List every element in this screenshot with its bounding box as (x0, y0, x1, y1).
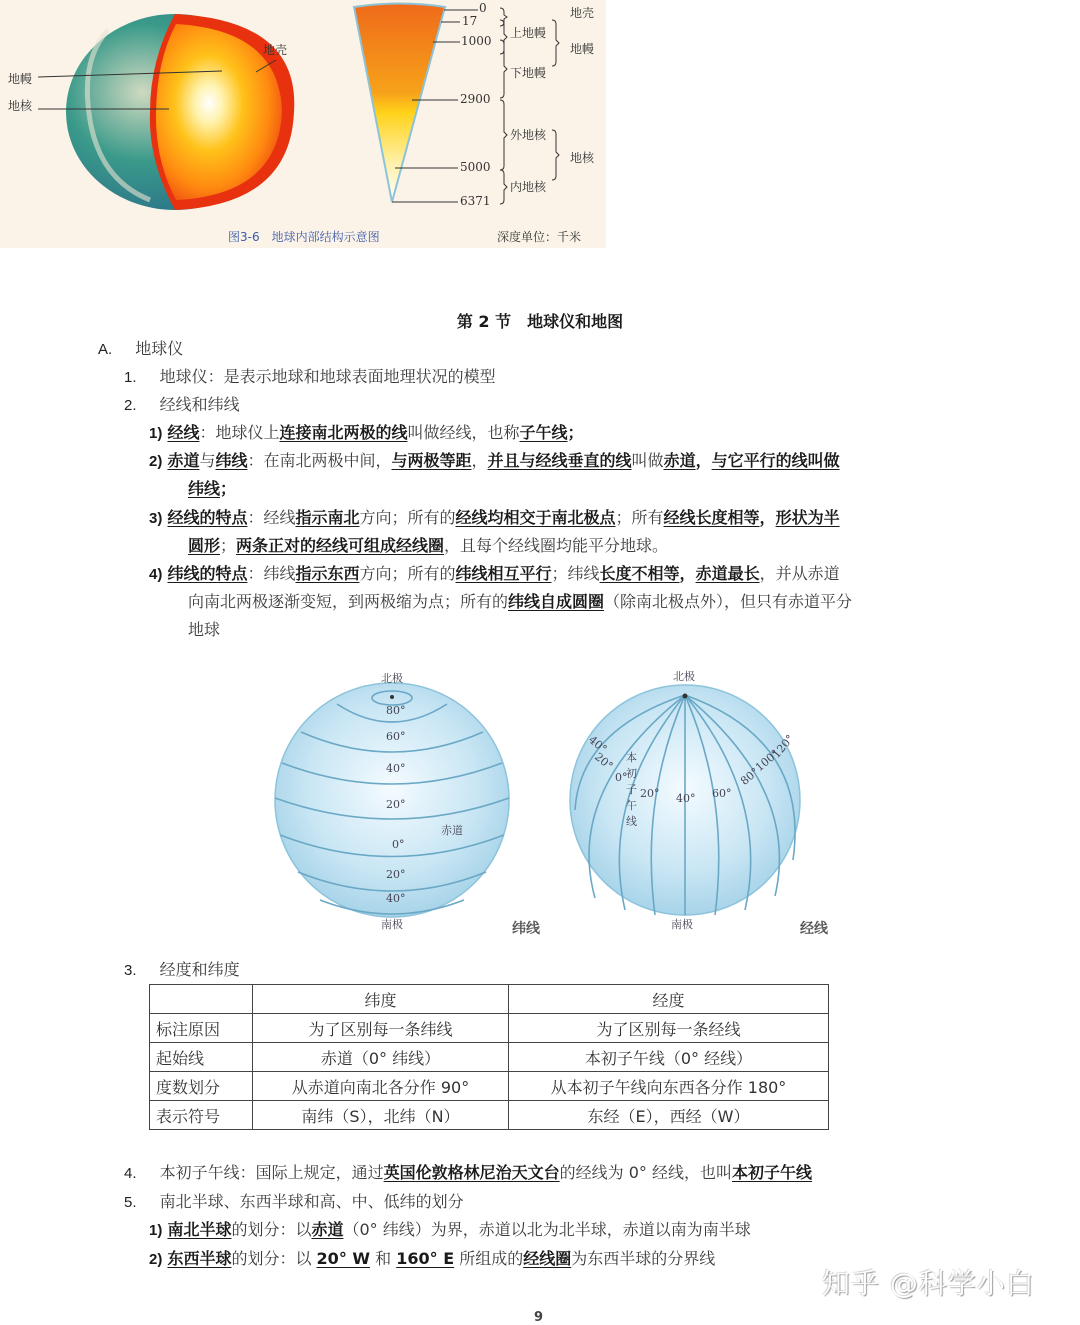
table-cell: 从本初子午线向东西各分作 180° (509, 1072, 829, 1101)
item-5-1 (149, 1220, 751, 1241)
item-2-num: 2. (124, 397, 137, 414)
num: 1) (149, 425, 163, 442)
num: 2) (149, 453, 163, 470)
text: （除南北极点外），但只有赤道平分 (604, 592, 853, 611)
layer-core: 地核 (570, 151, 595, 165)
lon-south-pole: 南极 (671, 918, 693, 931)
item-4-num: 4. (124, 1165, 137, 1182)
term: 纬线 (215, 451, 248, 470)
key-phrase: 纬线相互平行 (455, 564, 552, 583)
text: ； (220, 479, 237, 498)
term: 经线的特点 (167, 508, 248, 527)
lat-tick: 0° (392, 838, 405, 851)
num: 1) (149, 1222, 163, 1239)
table-row (150, 1101, 829, 1130)
key-phrase: 长度不相等 (599, 564, 680, 583)
item-2-3 (149, 508, 840, 529)
item-1-num: 1. (124, 369, 137, 386)
key-phrase: 赤道最长 (695, 564, 760, 583)
text: ；所有 (615, 508, 664, 527)
table-cell: 南纬（S），北纬（N） (253, 1101, 509, 1130)
depth-wedge (354, 4, 445, 203)
lat-tick: 80° (386, 704, 406, 717)
text: 方向；所有的 (359, 508, 456, 527)
lon-tick: 40° (676, 792, 696, 805)
table-cell: 东经（E），西经（W） (509, 1101, 829, 1130)
key-phrase: 形状为半 (775, 508, 840, 527)
layer-crust: 地壳 (570, 6, 595, 20)
table-cell: 起始线 (150, 1043, 253, 1072)
item-5 (124, 1192, 464, 1213)
lat-tick: 40° (386, 762, 406, 775)
lat-south-pole: 南极 (381, 918, 403, 931)
lon-tick: 20° (640, 787, 660, 800)
label-crust: 地壳 (263, 43, 288, 57)
lon-tick: 80° (738, 765, 762, 788)
section-a (98, 339, 183, 360)
page-number: 9 (534, 1310, 544, 1325)
text: ：在南北两极中间， (247, 451, 392, 470)
lat-tick: 40° (386, 892, 406, 905)
text: 的经线为 0° 经线，也叫 (559, 1163, 732, 1182)
lon-north-pole: 北极 (673, 670, 695, 683)
text: ， (759, 508, 776, 527)
term: 赤道 (167, 451, 200, 470)
text: 的划分：以 (231, 1220, 312, 1239)
text: （0° 纬线）为界，赤道以北为北半球，赤道以南为南半球 (343, 1220, 751, 1239)
depth-17: 17 (462, 14, 478, 28)
key-phrase: 指示南北 (295, 508, 360, 527)
item-1 (124, 367, 496, 388)
term: 经线 (167, 423, 200, 442)
table-header-cell (150, 985, 253, 1014)
text: 地球 (188, 620, 221, 639)
text: 与 (199, 451, 216, 470)
text: 为东西半球的分界线 (571, 1249, 716, 1268)
term: 子午线 (519, 423, 568, 442)
lon-tick: 120° (769, 732, 797, 761)
key-phrase: 与它平行的线叫做 (711, 451, 840, 470)
item-2-4-cont (188, 592, 852, 612)
table-row (150, 1014, 829, 1043)
item-5-title: 南北半球、东西半球和高、中、低纬的划分 (159, 1192, 464, 1211)
key-phrase: 两条正对的经线可组成经线圈 (236, 536, 445, 555)
item-5-2 (149, 1249, 715, 1270)
layer-lower-mantle: 下地幔 (510, 66, 547, 80)
key-phrase: 160° E (396, 1249, 455, 1268)
text: 叫做经线，也称 (407, 423, 520, 442)
lat-tick: 20° (386, 798, 406, 811)
text: ：地球仪上 (199, 423, 280, 442)
item-2-2-cont (188, 479, 236, 499)
latitude-caption: 纬线 (512, 921, 540, 937)
table-cell: 标注原因 (150, 1014, 253, 1043)
table-cell: 本初子午线（0° 经线） (509, 1043, 829, 1072)
item-2-2 (149, 451, 840, 472)
text: 本初子午线：国际上规定，通过 (159, 1163, 384, 1182)
table-row (150, 1043, 829, 1072)
watermark: 知乎 @科学小白 (822, 1267, 1035, 1300)
text: 方向；所有的 (359, 564, 456, 583)
depth-6371: 6371 (460, 194, 491, 208)
item-3-title: 经度和纬度 (159, 960, 240, 979)
layer-inner-core: 内地核 (510, 180, 547, 194)
term: 经线圈 (523, 1249, 572, 1268)
layer-outer-core: 外地核 (510, 128, 547, 142)
lon-tick: 20° (592, 750, 616, 773)
item-2-4 (149, 564, 840, 585)
term: 南北半球 (167, 1220, 232, 1239)
unit-note: 深度单位：千米 (497, 230, 582, 244)
term: 纬线 (188, 479, 221, 498)
section-a-marker: A. (98, 341, 113, 358)
text: ； (220, 536, 237, 555)
text: ， (695, 451, 712, 470)
item-5-num: 5. (124, 1194, 137, 1211)
depth-0: 0 (479, 1, 487, 15)
item-3 (124, 960, 240, 981)
lat-north-pole: 北极 (381, 672, 403, 685)
key-phrase: 并且与经线垂直的线 (487, 451, 632, 470)
table-cell: 表示符号 (150, 1101, 253, 1130)
term: 纬线的特点 (167, 564, 248, 583)
longitude-caption: 经线 (800, 921, 828, 937)
term: 赤道 (663, 451, 696, 470)
item-3-num: 3. (124, 962, 137, 979)
depth-5000: 5000 (460, 160, 491, 174)
table-header-cell: 经度 (509, 985, 829, 1014)
depth-1000: 1000 (461, 34, 492, 48)
lon-tick: 60° (712, 787, 732, 800)
text: ，且每个经线圈均能平分地球。 (444, 536, 669, 555)
text: ：经线 (247, 508, 296, 527)
earth-globe (66, 14, 294, 210)
depth-2900: 2900 (460, 92, 491, 106)
key-phrase: 20° W (316, 1249, 371, 1268)
table-header-cell: 纬度 (253, 985, 509, 1014)
item-2-1 (149, 423, 584, 444)
table-cell: 为了区别每一条纬线 (253, 1014, 509, 1043)
text: ；纬线 (551, 564, 600, 583)
label-core: 地核 (8, 99, 33, 113)
text: ，并从赤道 (759, 564, 840, 583)
key-phrase: 指示东西 (295, 564, 360, 583)
item-2-title: 经线和纬线 (159, 395, 240, 414)
lon-tick: 0° (615, 771, 628, 784)
item-2 (124, 395, 240, 416)
term: 赤道 (311, 1220, 344, 1239)
lat-tick: 20° (386, 868, 406, 881)
figure-caption: 图3-6 地球内部结构示意图 (228, 230, 380, 244)
layer-mantle: 地幔 (570, 42, 595, 56)
text: ， (679, 564, 696, 583)
lon-tick: 100° (752, 747, 782, 774)
text: ：纬线 (247, 564, 296, 583)
lat-equator-label: 赤道 (441, 824, 463, 837)
item-2-3-cont (188, 536, 668, 556)
item-2-4-cont2 (188, 620, 220, 640)
section-title: 第 2 节 地球仪和地图 (456, 312, 624, 331)
text: 所组成的 (454, 1249, 524, 1268)
text: ； (567, 423, 584, 442)
section-a-title: 地球仪 (135, 339, 184, 358)
key-phrase: 与两极等距 (391, 451, 472, 470)
num: 2) (149, 1251, 163, 1268)
key-phrase: 经线长度相等 (663, 508, 760, 527)
lon-tick: 40° (586, 733, 610, 756)
key-phrase: 圆形 (188, 536, 221, 555)
prime-meridian-label: 本初子午线 (626, 751, 637, 828)
term: 东西半球 (167, 1249, 232, 1268)
layer-upper-mantle: 上地幔 (510, 26, 547, 40)
key-phrase: 经线均相交于南北极点 (455, 508, 616, 527)
item-1-text: 地球仪：是表示地球和地球表面地理状况的模型 (159, 367, 496, 386)
term: 本初子午线 (732, 1163, 813, 1182)
text: ， (471, 451, 488, 470)
item-4 (124, 1163, 812, 1184)
key-phrase: 连接南北两极的线 (279, 423, 408, 442)
num: 4) (149, 566, 163, 583)
globes-illustration (230, 660, 850, 940)
text: 的划分：以 (231, 1249, 317, 1268)
text: 和 (370, 1249, 397, 1268)
label-mantle: 地幔 (8, 72, 33, 86)
table-cell: 度数划分 (150, 1072, 253, 1101)
num: 3) (149, 510, 163, 527)
table-header-row (150, 985, 829, 1014)
table-cell: 从赤道向南北各分作 90° (253, 1072, 509, 1101)
table-cell: 为了区别每一条经线 (509, 1014, 829, 1043)
key-phrase: 纬线自成圆圈 (508, 592, 605, 611)
earth-structure-figure (0, 0, 606, 248)
text: 叫做 (631, 451, 664, 470)
table-cell: 赤道（0° 纬线） (253, 1043, 509, 1072)
lat-tick: 60° (386, 730, 406, 743)
key-phrase: 英国伦敦格林尼治天文台 (383, 1163, 560, 1182)
latitude-longitude-table (149, 984, 829, 1130)
text: 向南北两极逐渐变短，到两极缩为点；所有的 (188, 592, 509, 611)
globes-figure (230, 660, 850, 940)
table-row (150, 1072, 829, 1101)
